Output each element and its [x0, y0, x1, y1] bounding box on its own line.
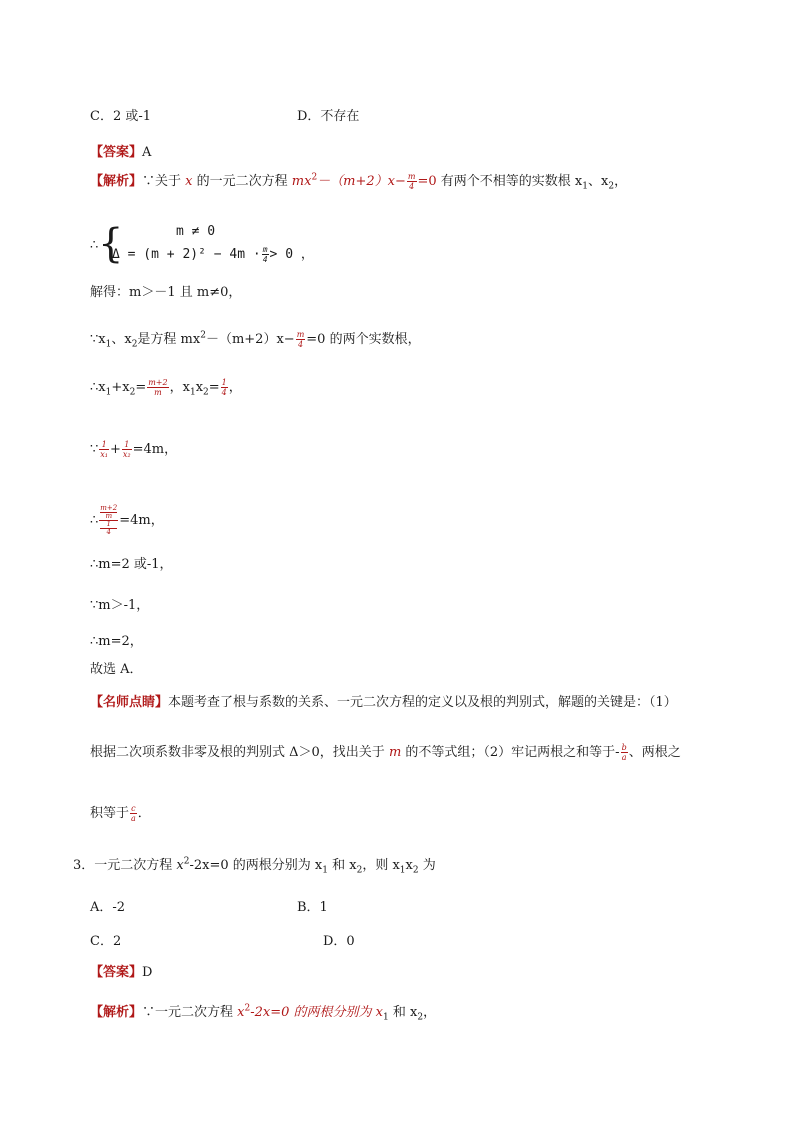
- q3-option-a: A．-2: [90, 900, 126, 915]
- analysis-line-7: ∴ m+2 m 1 4 =4m，: [90, 504, 164, 536]
- analysis-line-10: ∴m=2，: [90, 634, 143, 649]
- analysis-line-6: ∵ $\frac{1}{\text{x₁}}$ + $\frac{1}{\text{x₂}}$ =4m，: [90, 440, 178, 459]
- analysis-line-8: ∴m=2 或-1，: [90, 557, 173, 572]
- text: ∵关于: [142, 174, 186, 189]
- tip-line-2: 根据二次项系数非零及根的判别式 Δ＞0，找出关于 m 的不等式组；（2）牢记两根之和等于- $\frac{b}{a}$ 、两根之: [90, 743, 681, 762]
- compound-fraction: m+2 m 1 4: [100, 504, 118, 536]
- fraction-1-over-x2: $\frac{1}{\text{x₂}}$: [122, 440, 131, 459]
- q3-option-c: C．2: [90, 934, 122, 949]
- analysis-line-4: $\because x_1$、$x_2$是方程 $mx^2-(m+2)x-$ $\frac{m}{4}$ =0 的两个实数根，: [90, 330, 421, 350]
- system-row-1: m ≠ 0: [176, 224, 216, 239]
- text: 有两个不相等的实数根 x: [436, 174, 583, 189]
- fraction-m-over-4: $\frac{m}{4}$: [262, 245, 268, 264]
- text: ，: [614, 174, 628, 189]
- fraction-b-over-a: $\frac{b}{a}$: [621, 743, 627, 762]
- math: mx: [291, 174, 312, 189]
- math: Δ = (m + 2)² − 4m ·: [112, 247, 261, 262]
- option-c: C．2 或-1: [90, 109, 152, 124]
- analysis-line-1: 【解析】∵关于 x 的一元二次方程 $mx^2-(m+2)x-$ $\frac{m}{4}$ =0 有两个不相等的实数根 $x_1$、$x_2$，: [90, 172, 628, 192]
- analysis-line-9: ∵m＞-1，: [90, 598, 150, 613]
- q3-option-b: B．1: [297, 900, 328, 915]
- tip-tag: 【名师点睛】: [90, 695, 169, 710]
- option-d: D．不存在: [297, 109, 360, 124]
- answer-tag: 【答案】: [90, 965, 143, 980]
- q3-option-d: D．0: [323, 934, 355, 949]
- fraction-c-over-a: $\frac{c}{a}$: [131, 804, 136, 823]
- solve-line: 解得：m＞－1 且 m≠0，: [90, 285, 242, 300]
- therefore-symbol: ∴: [90, 238, 99, 253]
- fraction-m-plus-2-over-m: $\frac{m+2}{m}$: [148, 378, 168, 397]
- math: > 0 ，: [269, 247, 314, 262]
- answer-value: D: [142, 965, 153, 980]
- fraction-m-over-4: $\frac{m}{4}$: [296, 330, 305, 349]
- tip-line-1: 【名师点睛】本题考查了根与系数的关系、一元二次方程的定义以及根的判别式，解题的关键是：（1）: [90, 695, 677, 710]
- fraction-1-over-4: $\frac{1}{4}$: [221, 378, 227, 397]
- q3-analysis-line: 【解析】∵一元二次方程 $x^2-2x=0$ 的两根分别为 $x_1$ 和 $x_2$，: [90, 1003, 437, 1023]
- system-row-2: [112, 243, 314, 264]
- analysis-tag: 【解析】: [90, 1005, 143, 1020]
- answer-tag: 【答案】: [90, 145, 143, 160]
- left-brace: {: [98, 221, 124, 267]
- tip-line-3: 积等于 $\frac{c}{a}$ ．: [90, 804, 151, 823]
- question-3-stem: 3．一元二次方程 $x^2-2x=0$ 的两根分别为 $x_1$ 和 $x_2$，则 $x_1x_2$ 为: [73, 856, 436, 876]
- var-x: x: [185, 174, 193, 189]
- math: －（m+2）x: [317, 174, 395, 189]
- answer-value: A: [142, 145, 152, 160]
- text: 的一元二次方程: [192, 174, 292, 189]
- fraction-m-over-4: $\frac{m}{4}$: [407, 172, 416, 191]
- analysis-tag: 【解析】: [90, 174, 143, 189]
- analysis-line-11: 故选 A．: [90, 662, 143, 677]
- math: 2: [311, 172, 318, 183]
- fraction-1-over-x1: $\frac{1}{\text{x₁}}$: [100, 440, 108, 459]
- q3-answer-line: [90, 965, 152, 981]
- math: =0: [417, 174, 437, 189]
- analysis-line-5: $\therefore x_1+x_2=$ $\frac{m+2}{m}$ ，$x_1x_2=$ $\frac{1}{4}$ ，: [90, 378, 242, 398]
- text: 、x: [588, 174, 609, 189]
- answer-line: [90, 145, 151, 161]
